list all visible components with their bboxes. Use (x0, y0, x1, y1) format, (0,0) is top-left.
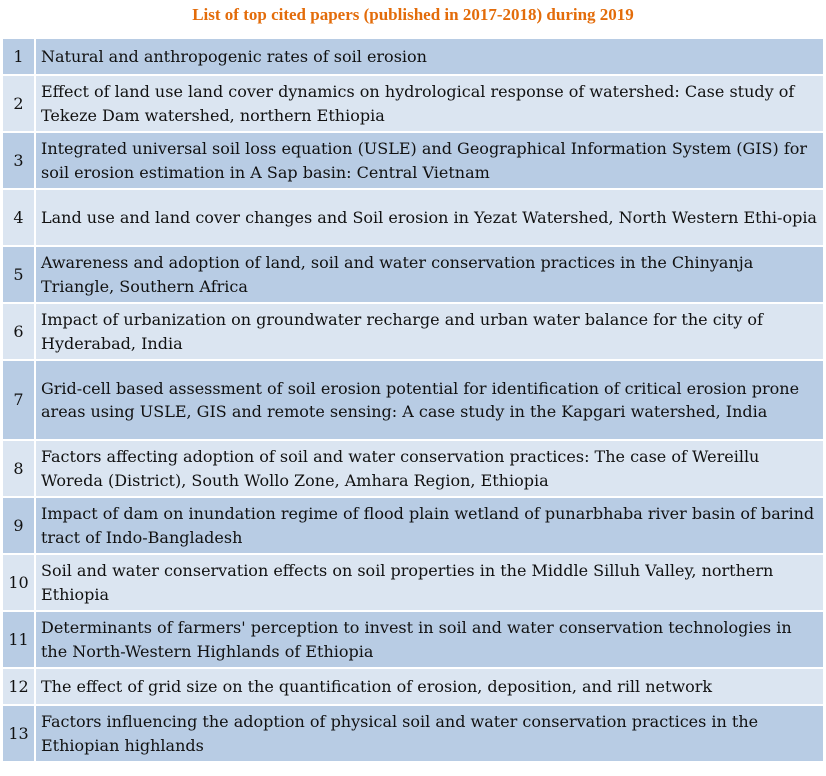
paper-title: Grid-cell based assessment of soil erosion potential for identification of critical erosion prone areas using USLE, GIS and remote sensing: A case study in the Kapgari watershed, India (35, 360, 824, 440)
row-number: 7 (2, 360, 35, 440)
row-number: 1 (2, 38, 35, 75)
paper-title: Soil and water conservation effects on soil properties in the Middle Silluh Valley, northern Ethiopia (35, 554, 824, 611)
table-row (2, 132, 824, 189)
row-number: 8 (2, 440, 35, 497)
paper-title: Factors influencing the adoption of physical soil and water conservation practices in the Ethiopian highlands (35, 705, 824, 762)
row-number: 2 (2, 75, 35, 132)
table-row (2, 360, 824, 440)
paper-title: Awareness and adoption of land, soil and water conservation practices in the Chinyanja Triangle, Southern Africa (35, 246, 824, 303)
row-number: 13 (2, 705, 35, 762)
table-row (2, 611, 824, 668)
paper-title: Factors affecting adoption of soil and water conservation practices: The case of Wereillu Woreda (District), South Wollo Zone, Amhara Region, Ethiopia (35, 440, 824, 497)
paper-title: The effect of grid size on the quantification of erosion, deposition, and rill network (35, 668, 824, 705)
page-title: List of top cited papers (published in 2017-2018) during 2019 (192, 5, 634, 24)
paper-title: Natural and anthropogenic rates of soil erosion (35, 38, 824, 75)
table-row (2, 189, 824, 246)
table-row (2, 75, 824, 132)
paper-title: Land use and land cover changes and Soil erosion in Yezat Watershed, North Western Ethi-opia (35, 189, 824, 246)
table-row (2, 38, 824, 75)
table-row (2, 668, 824, 705)
paper-title: Determinants of farmers' perception to invest in soil and water conservation technologies in the North-Western Highlands of Ethiopia (35, 611, 824, 668)
row-number: 6 (2, 303, 35, 360)
paper-title: Integrated universal soil loss equation (USLE) and Geographical Information System (GIS) for soil erosion estimation in A Sap basin: Central Vietnam (35, 132, 824, 189)
row-number: 10 (2, 554, 35, 611)
row-number: 3 (2, 132, 35, 189)
table-row (2, 303, 824, 360)
table-row (2, 246, 824, 303)
table-row (2, 440, 824, 497)
paper-title: Impact of dam on inundation regime of flood plain wetland of punarbhaba river basin of barind tract of Indo-Bangladesh (35, 497, 824, 554)
table-row (2, 705, 824, 762)
paper-title: Effect of land use land cover dynamics on hydrological response of watershed: Case study of Tekeze Dam watershed, northern Ethiopia (35, 75, 824, 132)
row-number: 5 (2, 246, 35, 303)
paper-title: Impact of urbanization on groundwater recharge and urban water balance for the city of Hyderabad, India (35, 303, 824, 360)
row-number: 12 (2, 668, 35, 705)
row-number: 9 (2, 497, 35, 554)
table-row (2, 497, 824, 554)
row-number: 11 (2, 611, 35, 668)
papers-table (1, 37, 825, 763)
row-number: 4 (2, 189, 35, 246)
table-row (2, 554, 824, 611)
